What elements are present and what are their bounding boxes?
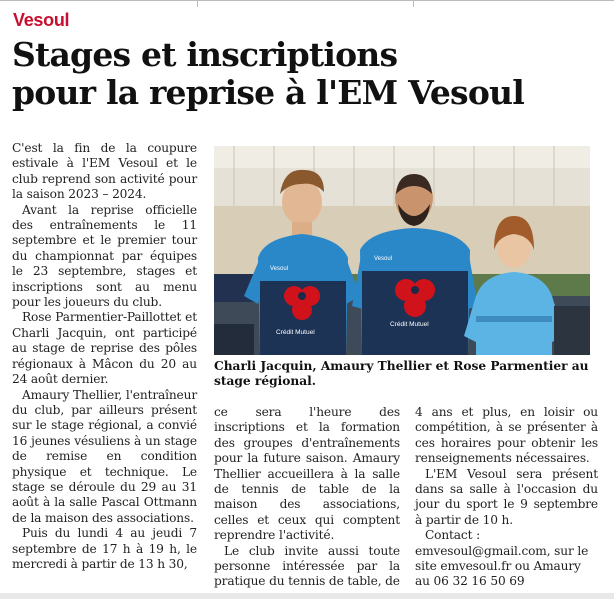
- photo-caption: Charli Jacquin, Amaury Thellier et Rose Parmentier au stage régional.: [214, 359, 589, 389]
- paragraph: ce sera l'heure des inscriptions et la formation des groupes d'entraînements pour la future saison. Amaury Thellier accueillera à la salle de tennis de table de la maison des associations, celles et ceux qui comptent reprendre l'activité.: [214, 405, 400, 543]
- article-column-3: [415, 405, 598, 590]
- headline-line: Stages et inscriptions: [12, 35, 398, 74]
- paragraph: 4 ans et plus, en loisir ou compétition, à se présenter à ces horaires pour obtenir les renseignements nécessaires.: [415, 405, 598, 466]
- article-headline: [12, 36, 612, 112]
- section-label: Vesoul: [13, 10, 70, 30]
- paragraph: Amaury Thellier, l'entraîneur du club, par ailleurs présent sur le stage régional, a convié 16 jeunes vésuliens à un stage de remise en condition physique et technique. Le stage se déroule du 29 au 31 août à la salle Pascal Ottmann de la maison des associations.: [12, 387, 197, 525]
- paragraph: Avant la reprise officielle des entraînements le 11 septembre et le premier tour du championnat par équipes le 23 septembre, stages et inscriptions sont au menu pour les joueurs du club.: [12, 202, 197, 310]
- contact-paragraph: Contact : emvesoul@gmail.com, sur le site emvesoul.fr ou Amaury au 06 32 16 50 69: [415, 528, 589, 589]
- horizontal-scrollbar[interactable]: [0, 593, 614, 599]
- photo-shirt-text: Vesoul: [270, 266, 289, 272]
- column-divider: [197, 1, 198, 7]
- article-photo: [214, 146, 590, 355]
- page-top-border: [0, 0, 614, 7]
- headline-line: pour la reprise à l'EM Vesoul: [12, 73, 524, 112]
- paragraph: Puis du lundi 4 au jeudi 7 septembre de 17 h à 19 h, le mercredi à partir de 13 h 30,: [12, 526, 197, 571]
- paragraph: Rose Parmentier-Paillottet et Charli Jacquin, ont participé au stage de reprise des pôles régionaux à Mâcon du 20 au 24 août dernier.: [12, 310, 197, 387]
- photo-shirt-text: Vesoul: [374, 256, 393, 262]
- paragraph: Le club invite aussi toute personne intéressée par la pratique du tennis de table, de: [214, 543, 400, 589]
- paragraph: L'EM Vesoul sera présent dans sa salle à l'occasion du jour du sport le 9 septembre à partir de 10 h.: [415, 466, 598, 527]
- paragraph: C'est la fin de la coupure estivale à l'EM Vesoul et le club reprend son activité pour la saison 2023 – 2024.: [12, 141, 197, 202]
- column-divider: [413, 1, 414, 7]
- photo-shirt-text: Crédit Mutuel: [390, 321, 429, 328]
- article-column-2: [214, 405, 400, 590]
- article-column-1: [12, 141, 197, 572]
- photo-illustration: [214, 146, 590, 355]
- photo-shirt-text: Crédit Mutuel: [276, 329, 315, 336]
